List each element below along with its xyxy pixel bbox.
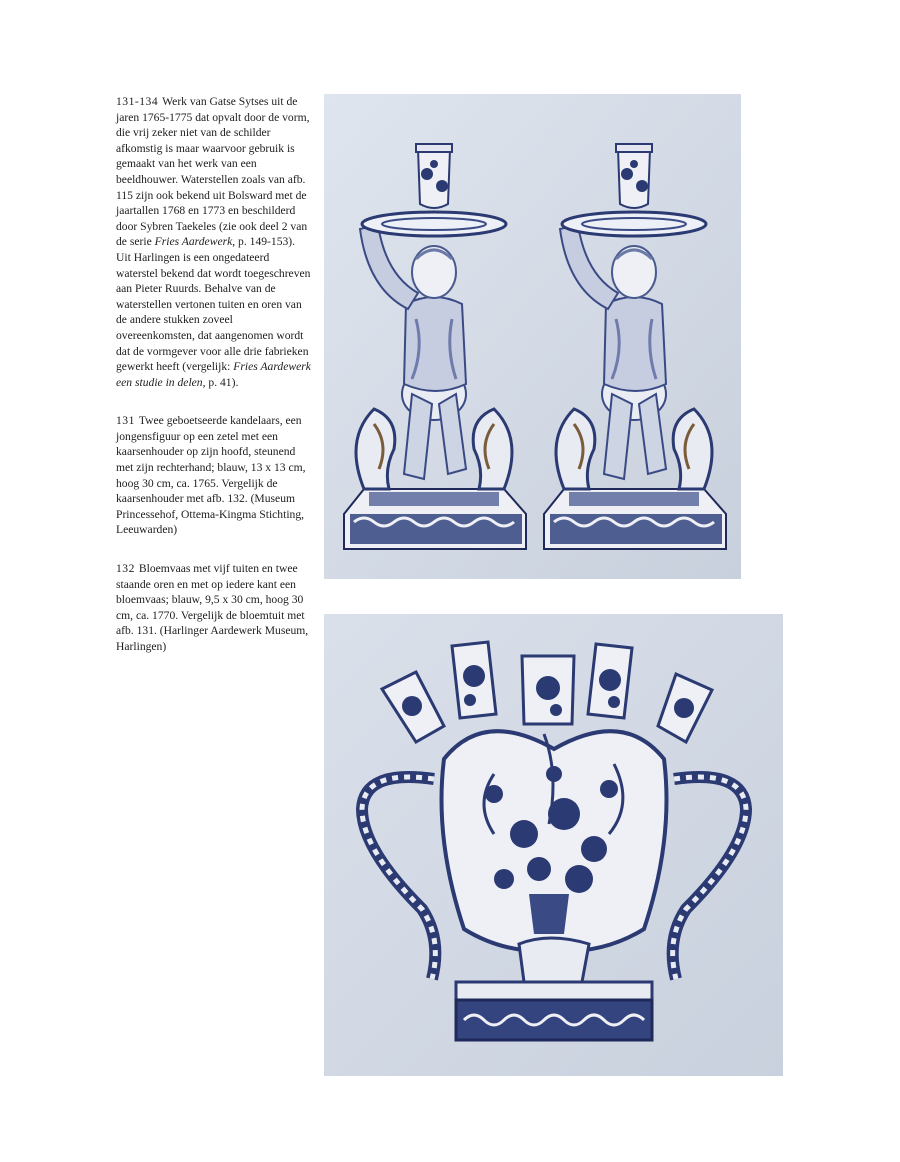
- photo-flower-vase: [324, 614, 783, 1076]
- caption-131: 131 Twee geboetseerde kandelaars, een jongensfiguur op een zetel met een kaarsenhouder op zijn hoofd, steunend met zijn rechterhand; blauw, 13 x 13 cm, hoog 30 cm, ca. 1765. Vergelijk de kaarsenhouder met afb. 132. (Museum Princessehof, Ottema-Kingma Stichting, Leeuwarden): [116, 414, 306, 537]
- caption-number: 132: [116, 562, 135, 576]
- caption-132: 132 Bloemvaas met vijf tuiten en twee staande oren en met op iedere kant een bloemvaas; blauw, 9,5 x 30 cm, hoog 30 cm, ca. 1770. Vergelijk de bloemtuit met afb. 131. (Harlinger Aardewerk Museum, Harlingen): [116, 562, 309, 653]
- caption-number: 131: [116, 414, 135, 428]
- caption-number: 131-134: [116, 95, 159, 108]
- caption-column: [116, 94, 312, 678]
- photo-candlesticks: [324, 94, 741, 579]
- candlesticks-illustration: [324, 94, 741, 579]
- caption-131-134: 131-134 Werk van Gatse Sytses uit de jaren 1765-1775 dat opvalt door de vorm, die vrij zeker niet van de schilder afkomstig is maar waarvoor gebruik is gemaakt van het werk van een beeldhouwer. Waterstellen zoals van afb. 115 zijn ook bekend uit Bolsward met de jaartallen 1768 en 1773 en beschilderd door Sybren Taekeles (zie ook deel 2 van de serie Fries Aardewerk, p. 149-153). Uit Harlingen is een ongedateerd waterstel bekend dat wordt toegeschreven aan Pieter Ruurds. Behalve van de waterstellen vertonen tuiten en oren van de andere stukken zoveel overeenkomsten, dat aangenomen wordt dat de vormgever voor alle drie fabrieken gewerkt heeft (vergelijk: Fries Aardewerk een studie in delen, p. 41).: [116, 95, 311, 389]
- flower-vase-illustration: [324, 614, 783, 1076]
